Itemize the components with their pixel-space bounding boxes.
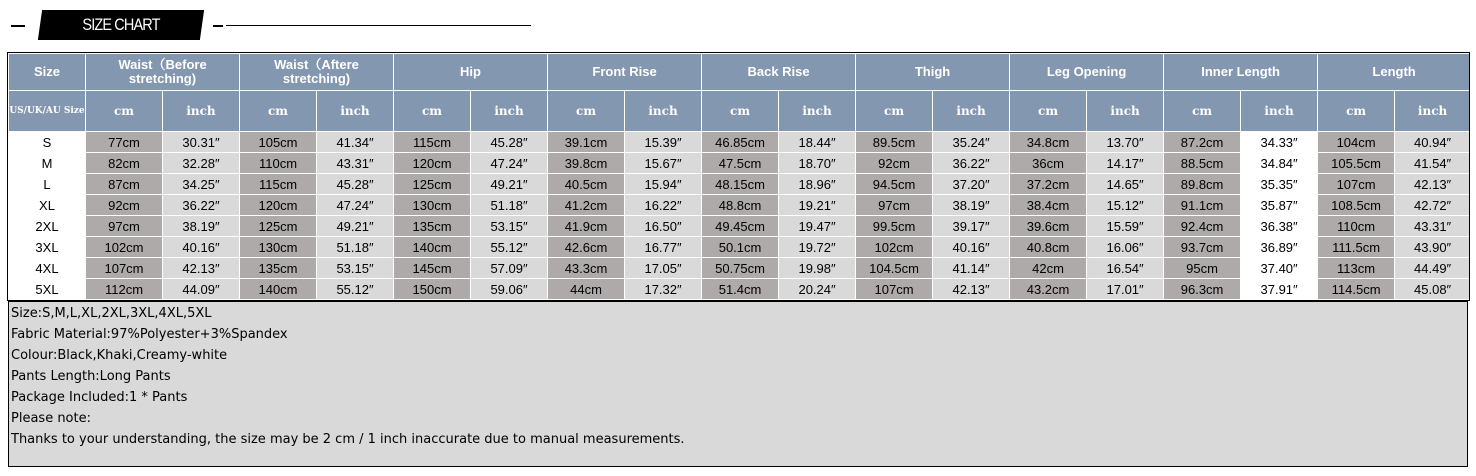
- unit-inch-header: inch: [933, 91, 1010, 132]
- banner-rule: [226, 25, 531, 26]
- value-inch-cell: 18.96″: [779, 174, 856, 195]
- value-inch-cell: 16.54″: [1087, 258, 1164, 279]
- value-inch-cell: 19.98″: [779, 258, 856, 279]
- value-inch-cell: 15.67″: [625, 153, 702, 174]
- value-inch-cell: 36.38″: [1241, 216, 1318, 237]
- size-cell: XL: [9, 195, 86, 216]
- value-cm-cell: 38.4cm: [1010, 195, 1087, 216]
- value-inch-cell: 49.21″: [317, 216, 394, 237]
- unit-cm-header: cm: [240, 91, 317, 132]
- value-inch-cell: 53.15″: [317, 258, 394, 279]
- value-cm-cell: 89.5cm: [856, 132, 933, 153]
- value-inch-cell: 47.24″: [317, 195, 394, 216]
- column-header-size: Size: [9, 54, 86, 91]
- column-header-waist-after: Waist（Aftere stretching): [240, 54, 394, 91]
- value-cm-cell: 46.85cm: [702, 132, 779, 153]
- value-cm-cell: 82cm: [86, 153, 163, 174]
- value-cm-cell: 92cm: [856, 153, 933, 174]
- value-cm-cell: 39.1cm: [548, 132, 625, 153]
- value-inch-cell: 38.19″: [933, 195, 1010, 216]
- value-cm-cell: 39.8cm: [548, 153, 625, 174]
- unit-cm-header: cm: [394, 91, 471, 132]
- value-cm-cell: 50.75cm: [702, 258, 779, 279]
- value-inch-cell: 44.09″: [163, 279, 240, 300]
- value-inch-cell: 38.19″: [163, 216, 240, 237]
- note-line: Package Included:1 * Pants: [11, 390, 188, 405]
- table-row: [9, 216, 1471, 237]
- banner-dash-right: [213, 25, 223, 27]
- value-inch-cell: 43.90″: [1395, 237, 1471, 258]
- value-inch-cell: 42.13″: [163, 258, 240, 279]
- value-inch-cell: 35.24″: [933, 132, 1010, 153]
- value-cm-cell: 43.2cm: [1010, 279, 1087, 300]
- size-cell: S: [9, 132, 86, 153]
- value-inch-cell: 39.17″: [933, 216, 1010, 237]
- unit-cm-header: cm: [86, 91, 163, 132]
- value-cm-cell: 99.5cm: [856, 216, 933, 237]
- value-cm-cell: 43.3cm: [548, 258, 625, 279]
- value-cm-cell: 115cm: [394, 132, 471, 153]
- note-line: Fabric Material:97%Polyester+3%Spandex: [11, 327, 288, 342]
- column-header-thigh: Thigh: [856, 54, 1010, 91]
- unit-cm-header: cm: [548, 91, 625, 132]
- size-cell: M: [9, 153, 86, 174]
- value-cm-cell: 107cm: [86, 258, 163, 279]
- size-chart-banner: [0, 0, 1476, 52]
- value-cm-cell: 48.15cm: [702, 174, 779, 195]
- value-cm-cell: 36cm: [1010, 153, 1087, 174]
- value-cm-cell: 105cm: [240, 132, 317, 153]
- value-inch-cell: 55.12″: [317, 279, 394, 300]
- value-inch-cell: 15.59″: [1087, 216, 1164, 237]
- value-cm-cell: 104cm: [1318, 132, 1395, 153]
- table-row: [9, 132, 1471, 153]
- value-inch-cell: 57.09″: [471, 258, 548, 279]
- value-inch-cell: 14.65″: [1087, 174, 1164, 195]
- value-cm-cell: 97cm: [86, 216, 163, 237]
- value-cm-cell: 113cm: [1318, 258, 1395, 279]
- unit-row: [9, 91, 1471, 132]
- value-inch-cell: 15.94″: [625, 174, 702, 195]
- value-cm-cell: 41.9cm: [548, 216, 625, 237]
- value-inch-cell: 45.28″: [471, 132, 548, 153]
- value-inch-cell: 41.54″: [1395, 153, 1471, 174]
- value-cm-cell: 140cm: [394, 237, 471, 258]
- table-row: [9, 195, 1471, 216]
- value-inch-cell: 14.17″: [1087, 153, 1164, 174]
- table-row: [9, 153, 1471, 174]
- value-inch-cell: 45.28″: [317, 174, 394, 195]
- value-cm-cell: 41.2cm: [548, 195, 625, 216]
- value-inch-cell: 59.06″: [471, 279, 548, 300]
- value-cm-cell: 105.5cm: [1318, 153, 1395, 174]
- value-inch-cell: 53.15″: [471, 216, 548, 237]
- value-cm-cell: 150cm: [394, 279, 471, 300]
- value-cm-cell: 42cm: [1010, 258, 1087, 279]
- table-row: [9, 237, 1471, 258]
- value-cm-cell: 135cm: [394, 216, 471, 237]
- note-line: Colour:Black,Khaki,Creamy-white: [11, 348, 228, 363]
- value-inch-cell: 35.35″: [1241, 174, 1318, 195]
- value-inch-cell: 18.44″: [779, 132, 856, 153]
- value-cm-cell: 77cm: [86, 132, 163, 153]
- value-cm-cell: 87.2cm: [1164, 132, 1241, 153]
- value-cm-cell: 92cm: [86, 195, 163, 216]
- value-inch-cell: 15.12″: [1087, 195, 1164, 216]
- value-inch-cell: 37.91″: [1241, 279, 1318, 300]
- value-inch-cell: 55.12″: [471, 237, 548, 258]
- value-cm-cell: 91.1cm: [1164, 195, 1241, 216]
- unit-inch-header: inch: [471, 91, 548, 132]
- value-inch-cell: 36.89″: [1241, 237, 1318, 258]
- value-inch-cell: 34.33″: [1241, 132, 1318, 153]
- value-cm-cell: 111.5cm: [1318, 237, 1395, 258]
- value-cm-cell: 120cm: [394, 153, 471, 174]
- value-cm-cell: 94.5cm: [856, 174, 933, 195]
- value-cm-cell: 114.5cm: [1318, 279, 1395, 300]
- value-inch-cell: 40.16″: [933, 237, 1010, 258]
- column-header-hip: Hip: [394, 54, 548, 91]
- value-inch-cell: 43.31″: [1395, 216, 1471, 237]
- value-cm-cell: 130cm: [240, 237, 317, 258]
- value-cm-cell: 40.8cm: [1010, 237, 1087, 258]
- value-inch-cell: 36.22″: [933, 153, 1010, 174]
- value-cm-cell: 44cm: [548, 279, 625, 300]
- value-inch-cell: 51.18″: [317, 237, 394, 258]
- value-inch-cell: 37.20″: [933, 174, 1010, 195]
- value-inch-cell: 16.77″: [625, 237, 702, 258]
- value-cm-cell: 112cm: [86, 279, 163, 300]
- value-cm-cell: 110cm: [240, 153, 317, 174]
- note-line: Pants Length:Long Pants: [11, 369, 171, 384]
- column-header-inner-length: Inner Length: [1164, 54, 1318, 91]
- note-line: Size:S,M,L,XL,2XL,3XL,4XL,5XL: [11, 306, 212, 321]
- value-inch-cell: 45.08″: [1395, 279, 1471, 300]
- unit-cm-header: cm: [1318, 91, 1395, 132]
- value-cm-cell: 108.5cm: [1318, 195, 1395, 216]
- unit-inch-header: inch: [317, 91, 394, 132]
- size-chart-table: [8, 53, 1471, 300]
- value-cm-cell: 87cm: [86, 174, 163, 195]
- value-cm-cell: 97cm: [856, 195, 933, 216]
- value-cm-cell: 145cm: [394, 258, 471, 279]
- value-inch-cell: 42.72″: [1395, 195, 1471, 216]
- note-line: Please note:: [11, 411, 91, 426]
- unit-inch-header: inch: [163, 91, 240, 132]
- value-cm-cell: 104.5cm: [856, 258, 933, 279]
- size-cell: 4XL: [9, 258, 86, 279]
- column-header-waist-before: Waist（Before stretching): [86, 54, 240, 91]
- value-inch-cell: 34.84″: [1241, 153, 1318, 174]
- value-inch-cell: 41.34″: [317, 132, 394, 153]
- value-inch-cell: 16.50″: [625, 216, 702, 237]
- value-inch-cell: 47.24″: [471, 153, 548, 174]
- value-inch-cell: 42.13″: [933, 279, 1010, 300]
- value-inch-cell: 19.47″: [779, 216, 856, 237]
- size-subheader: US/UK/AU Size: [9, 91, 86, 132]
- banner-title: SIZE CHART: [82, 15, 160, 34]
- value-inch-cell: 15.39″: [625, 132, 702, 153]
- unit-cm-header: cm: [856, 91, 933, 132]
- value-inch-cell: 17.32″: [625, 279, 702, 300]
- value-cm-cell: 125cm: [240, 216, 317, 237]
- value-cm-cell: 40.5cm: [548, 174, 625, 195]
- value-cm-cell: 39.6cm: [1010, 216, 1087, 237]
- value-cm-cell: 37.2cm: [1010, 174, 1087, 195]
- value-cm-cell: 140cm: [240, 279, 317, 300]
- value-inch-cell: 41.14″: [933, 258, 1010, 279]
- value-cm-cell: 135cm: [240, 258, 317, 279]
- value-cm-cell: 96.3cm: [1164, 279, 1241, 300]
- table-row: [9, 279, 1471, 300]
- size-cell: 5XL: [9, 279, 86, 300]
- value-inch-cell: 18.70″: [779, 153, 856, 174]
- value-inch-cell: 40.94″: [1395, 132, 1471, 153]
- size-cell: 2XL: [9, 216, 86, 237]
- value-cm-cell: 34.8cm: [1010, 132, 1087, 153]
- value-cm-cell: 102cm: [86, 237, 163, 258]
- product-notes: [8, 301, 1468, 467]
- value-inch-cell: 17.05″: [625, 258, 702, 279]
- value-inch-cell: 43.31″: [317, 153, 394, 174]
- table-row: [9, 174, 1471, 195]
- unit-cm-header: cm: [702, 91, 779, 132]
- value-inch-cell: 17.01″: [1087, 279, 1164, 300]
- value-cm-cell: 47.5cm: [702, 153, 779, 174]
- value-cm-cell: 120cm: [240, 195, 317, 216]
- value-cm-cell: 110cm: [1318, 216, 1395, 237]
- unit-cm-header: cm: [1164, 91, 1241, 132]
- column-header-leg-opening: Leg Opening: [1010, 54, 1164, 91]
- value-cm-cell: 51.4cm: [702, 279, 779, 300]
- value-inch-cell: 35.87″: [1241, 195, 1318, 216]
- value-cm-cell: 115cm: [240, 174, 317, 195]
- value-inch-cell: 32.28″: [163, 153, 240, 174]
- value-cm-cell: 48.8cm: [702, 195, 779, 216]
- value-inch-cell: 13.70″: [1087, 132, 1164, 153]
- unit-inch-header: inch: [779, 91, 856, 132]
- header-row: [9, 54, 1471, 91]
- value-cm-cell: 125cm: [394, 174, 471, 195]
- column-header-length: Length: [1318, 54, 1471, 91]
- value-inch-cell: 44.49″: [1395, 258, 1471, 279]
- value-inch-cell: 16.06″: [1087, 237, 1164, 258]
- value-cm-cell: 42.6cm: [548, 237, 625, 258]
- value-inch-cell: 49.21″: [471, 174, 548, 195]
- banner-dash-left: [11, 25, 25, 27]
- value-inch-cell: 42.13″: [1395, 174, 1471, 195]
- value-inch-cell: 37.40″: [1241, 258, 1318, 279]
- value-inch-cell: 34.25″: [163, 174, 240, 195]
- value-cm-cell: 89.8cm: [1164, 174, 1241, 195]
- unit-inch-header: inch: [625, 91, 702, 132]
- column-header-front-rise: Front Rise: [548, 54, 702, 91]
- size-cell: 3XL: [9, 237, 86, 258]
- value-cm-cell: 107cm: [856, 279, 933, 300]
- value-cm-cell: 49.45cm: [702, 216, 779, 237]
- value-inch-cell: 40.16″: [163, 237, 240, 258]
- value-inch-cell: 36.22″: [163, 195, 240, 216]
- table-row: [9, 258, 1471, 279]
- value-inch-cell: 19.72″: [779, 237, 856, 258]
- note-line: Thanks to your understanding, the size may be 2 cm / 1 inch inaccurate due to manual measurements.: [11, 432, 685, 447]
- column-header-back-rise: Back Rise: [702, 54, 856, 91]
- value-cm-cell: 88.5cm: [1164, 153, 1241, 174]
- value-cm-cell: 95cm: [1164, 258, 1241, 279]
- value-cm-cell: 93.7cm: [1164, 237, 1241, 258]
- value-cm-cell: 130cm: [394, 195, 471, 216]
- unit-inch-header: inch: [1087, 91, 1164, 132]
- value-cm-cell: 102cm: [856, 237, 933, 258]
- value-cm-cell: 50.1cm: [702, 237, 779, 258]
- value-inch-cell: 30.31″: [163, 132, 240, 153]
- unit-inch-header: inch: [1395, 91, 1471, 132]
- value-inch-cell: 51.18″: [471, 195, 548, 216]
- value-inch-cell: 19.21″: [779, 195, 856, 216]
- size-cell: L: [9, 174, 86, 195]
- value-inch-cell: 20.24″: [779, 279, 856, 300]
- value-cm-cell: 92.4cm: [1164, 216, 1241, 237]
- unit-inch-header: inch: [1241, 91, 1318, 132]
- value-inch-cell: 16.22″: [625, 195, 702, 216]
- value-cm-cell: 107cm: [1318, 174, 1395, 195]
- unit-cm-header: cm: [1010, 91, 1087, 132]
